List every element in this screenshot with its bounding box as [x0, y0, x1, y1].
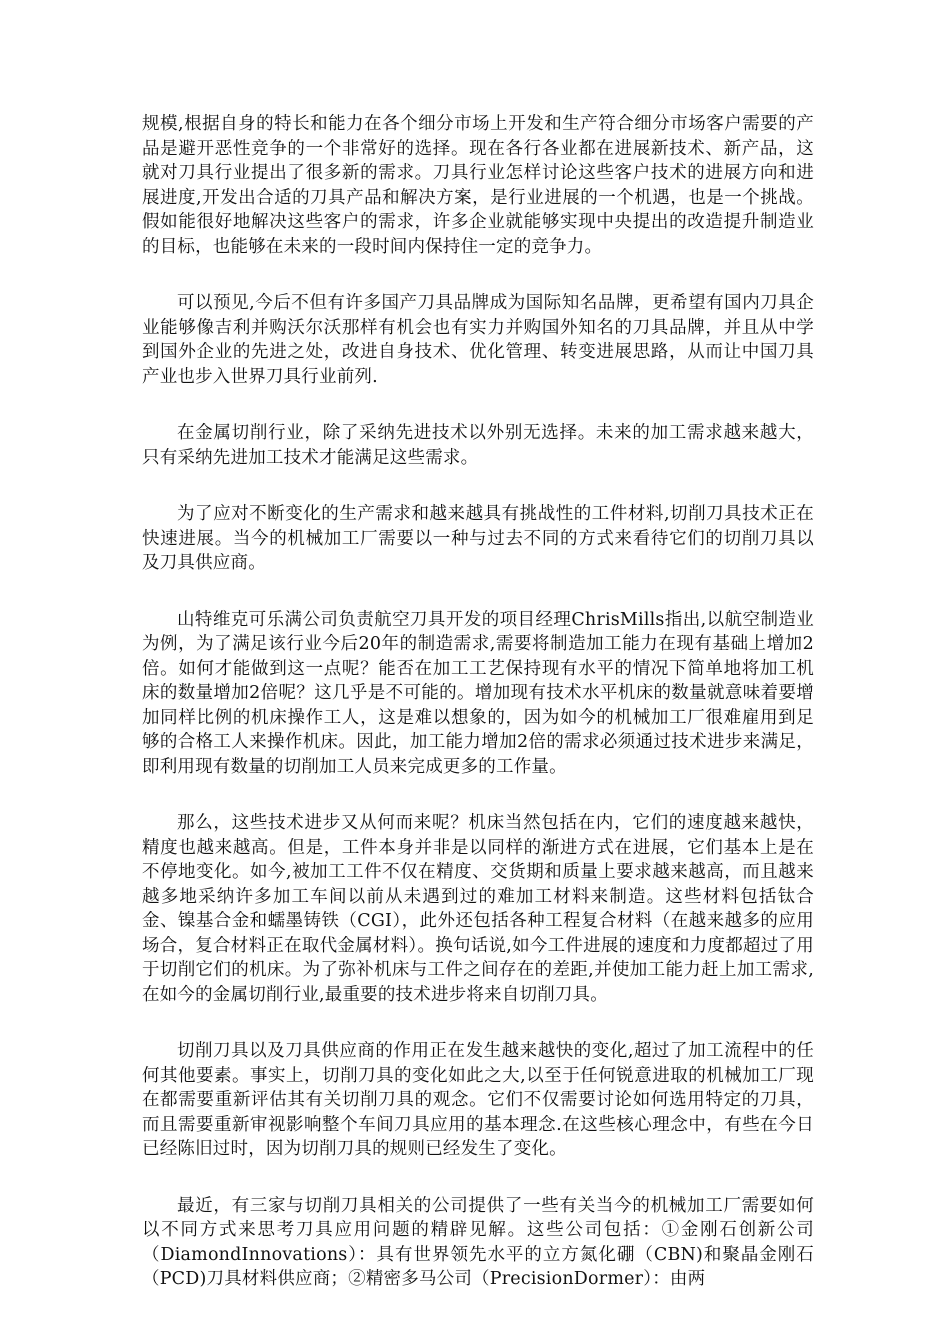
paragraph-5: 山特维克可乐满公司负责航空刀具开发的项目经理ChrisMills指出,以航空制造业为例，为了满足该行业今后20年的制造需求,需要将制造加工能力在现有基础上增加2倍。如何才能做到这一点呢？能否在加工工艺保持现有水平的情况下简单地将加工机床的数量增加2倍呢？这几乎是不可能的。增加现有技术水平机床的数量就意味着要增加同样比例的机床操作工人，这是难以想象的，因为如今的机械加工厂很难雇用到足够的合格工人来操作机床。因此，加工能力增加2倍的需求必须通过技术进步来满足，即利用现有数量的切削加工人员来完成更多的工作量。: [142, 609, 814, 777]
paragraph-4: 为了应对不断变化的生产需求和越来越具有挑战性的工件材料,切削刀具技术正在快速进展。当今的机械加工厂需要以一种与过去不同的方式来看待它们的切削刀具以及刀具供应商。: [142, 504, 814, 573]
document-page: [142, 112, 814, 1324]
paragraph-6: 那么，这些技术进步又从何而来呢？机床当然包括在内，它们的速度越来越快，精度也越来越高。但是，工件本身并非是以同样的渐进方式在进展，它们基本上是在不停地变化。如今,被加工工件不仅在精度、交货期和质量上要求越来越高，而且越来越多地采纳许多加工车间以前从未遇到过的难加工材料来制造。这些材料包括钛合金、镍基合金和蠕墨铸铁（CGI），此外还包括各种工程复合材料（在越来越多的应用场合，复合材料正在取代金属材料）。换句话说,如今工件进展的速度和力度都超过了用于切削它们的机床。为了弥补机床与工件之间存在的差距,并使加工能力赶上加工需求,在如今的金属切削行业,最重要的技术进步将来自切削刀具。: [142, 813, 814, 1005]
paragraph-1: 规模,根据自身的特长和能力在各个细分市场上开发和生产符合细分市场客户需要的产品是避开恶性竞争的一个非常好的选择。现在各行各业都在进展新技术、新产品，这就对刀具行业提出了很多新的需求。刀具行业怎样讨论这些客户技术的进展方向和进展进度,开发出合适的刀具产品和解决方案，是行业进展的一个机遇，也是一个挑战。假如能很好地解决这些客户的需求，许多企业就能够实现中央提出的改造提升制造业的目标，也能够在未来的一段时间内保持住一定的竞争力。: [142, 114, 814, 257]
paragraph-3: 在金属切削行业，除了采纳先进技术以外别无选择。未来的加工需求越来越大，只有采纳先进加工技术才能满足这些需求。: [142, 423, 814, 468]
paragraph-2: 可以预见,今后不但有许多国产刀具品牌成为国际知名品牌，更希望有国内刀具企业能够像吉利并购沃尔沃那样有机会也有实力并购国外知名的刀具品牌，并且从中学到国外企业的先进之处，改进自身技术、优化管理、转变进展思路，从而让中国刀具产业也步入世界刀具行业前列.: [142, 293, 814, 387]
paragraph-7: 切削刀具以及刀具供应商的作用正在发生越来越快的变化,超过了加工流程中的任何其他要素。事实上，切削刀具的变化如此之大,以至于任何锐意进取的机械加工厂现在都需要重新评估其有关切削刀具的观念。它们不仅需要讨论如何选用特定的刀具，而且需要重新审视影响整个车间刀具应用的基本理念.在这些核心理念中，有些在今日已经陈旧过时，因为切削刀具的规则已经发生了变化。: [142, 1041, 814, 1159]
paragraph-8: 最近，有三家与切削刀具相关的公司提供了一些有关当今的机械加工厂需要如何以不同方式来思考刀具应用问题的精辟见解。这些公司包括：①金刚石创新公司（DiamondInnovations）：具有世界领先水平的立方氮化硼（CBN)和聚晶金刚石（PCD)刀具材料供应商；②精密多马公司（PrecisionDormer）：由两: [142, 1195, 814, 1289]
